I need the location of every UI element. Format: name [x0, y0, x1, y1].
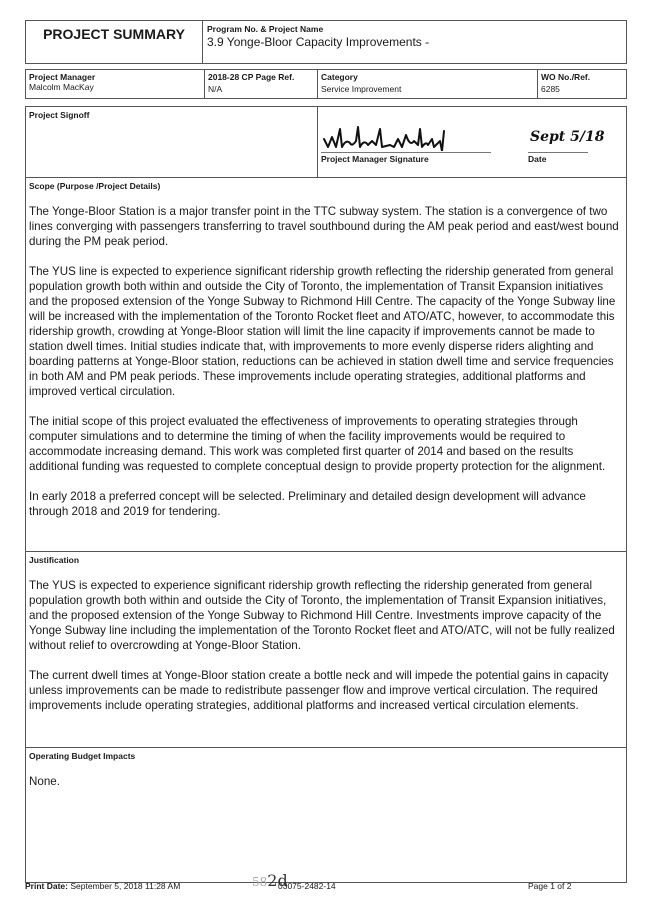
operating-budget-label: Operating Budget Impacts	[29, 751, 136, 761]
print-date-value: September 5, 2018 11:28 AM	[70, 881, 181, 891]
operating-budget-body	[29, 774, 623, 789]
print-date	[25, 881, 180, 891]
cp-page-ref-label: 2018-28 CP Page Ref.	[208, 72, 295, 82]
wo-ref-cell	[538, 70, 626, 98]
date-label: Date	[528, 154, 547, 164]
program-label: Program No. & Project Name	[207, 24, 324, 34]
justification-body	[29, 578, 623, 713]
cp-page-ref-cell	[205, 70, 318, 98]
scope-paragraph: The initial scope of this project evaluated the effectiveness of improvements to operating strategies through computer simulations and to determine the timing of when the facility improvements would be required to accommodate increasing demand. This work was completed first quarter of 2014 and based on the results additional funding was requested to complete conceptual design to provide property protection for the alignment.	[29, 415, 606, 473]
date-line	[528, 152, 588, 153]
program-name: 3.9 Yonge-Bloor Capacity Improvements -	[207, 35, 430, 49]
document-id: 03075-2482-14	[278, 881, 336, 891]
justification-label: Justification	[29, 555, 80, 565]
signoff-label: Project Signoff	[29, 110, 90, 120]
program-cell	[203, 21, 626, 63]
project-manager-label: Project Manager	[29, 72, 96, 82]
scope-paragraph: The YUS line is expected to experience significant ridership growth reflecting the ridership generated from general population growth both within and outside the City of Toronto, the implementation of Transit Expansion initiatives and the proposed extension of the Yonge Subway to Richmond Hill Centre. The capacity of the Yonge Subway line will be increased with the implementation of the Toronto Rocket fleet and ATO/ATC, however, to accommodate this ridership growth, crowding at Yonge-Bloor station will limit the line capacity if improvements cannot be made to station dwell times. Initial studies indicate that, with improvements to more evenly disperse riders alighting and boarding patterns at Yonge-Bloor station, reductions can be achieved in station dwell time and service frequencies in both AM and PM peak periods. These improvements include operating strategies, additional platforms and improved vertical circulation.	[29, 265, 616, 398]
signoff-cell	[26, 107, 318, 177]
category-cell	[318, 70, 538, 98]
operating-budget-value: None.	[29, 775, 60, 788]
info-row	[25, 69, 627, 99]
signature-line	[321, 152, 491, 153]
signoff-row	[26, 107, 626, 178]
main-box	[25, 106, 627, 883]
category-label: Category	[321, 72, 358, 82]
program-value	[207, 35, 622, 49]
handwritten-date: Sept 5/18	[530, 129, 605, 145]
project-manager-value: Malcolm MacKay	[29, 82, 94, 92]
justification-paragraph: The YUS is expected to experience significant ridership growth reflecting the ridership generated from general population growth both within and outside the City of Toronto, the implementation of Transit Expansion initiatives, and the proposed extension of the Yonge Subway to Richmond Hill Centre. Investments improve capacity of the Yonge Subway line including the implementation of the Toronto Rocket fleet and ATO/ATC, will not be fully realized without relief to overcrowding at Yonge-Bloor Station.	[29, 579, 615, 652]
scope-paragraph: In early 2018 a preferred concept will be selected. Preliminary and detailed design development will advance through 2018 and 2019 for tendering.	[29, 490, 586, 518]
print-date-label: Print Date:	[25, 881, 68, 891]
signature-cell	[318, 107, 626, 177]
justification-paragraph: The current dwell times at Yonge-Bloor station create a bottle neck and will impede the potential gains in capacity unless improvements can be made to redistribute passenger flow and improve vertical circulation. The required improvements include operating strategies, additional platforms and increased vertical circulation elements.	[29, 669, 609, 712]
scope-paragraph: The Yonge-Bloor Station is a major transfer point in the TTC subway system. The station is a convergence of two lines converging with passengers transferring to travel southbound during the AM peak period and east/west bound during the PM peak period.	[29, 205, 619, 248]
scope-label: Scope (Purpose /Project Details)	[29, 181, 161, 191]
signature-label: Project Manager Signature	[321, 154, 429, 164]
handwritten-stamp-dark: 2d	[267, 871, 288, 890]
wo-ref-value: 6285	[541, 84, 560, 94]
cp-page-ref-value: N/A	[208, 84, 223, 94]
scope-body	[29, 204, 623, 519]
scope-section	[26, 178, 626, 552]
header-box	[25, 20, 627, 64]
page-number: Page 1 of 2	[528, 881, 572, 891]
handwritten-stamp-light: 58	[252, 875, 268, 889]
page-title: PROJECT SUMMARY	[26, 21, 203, 63]
justification-section	[26, 552, 626, 748]
category-value: Service Improvement	[321, 84, 402, 94]
project-manager-cell	[26, 70, 205, 98]
wo-ref-label: WO No./Ref.	[541, 72, 591, 82]
handwritten-signature-icon	[322, 121, 492, 151]
operating-budget-section	[26, 748, 626, 882]
